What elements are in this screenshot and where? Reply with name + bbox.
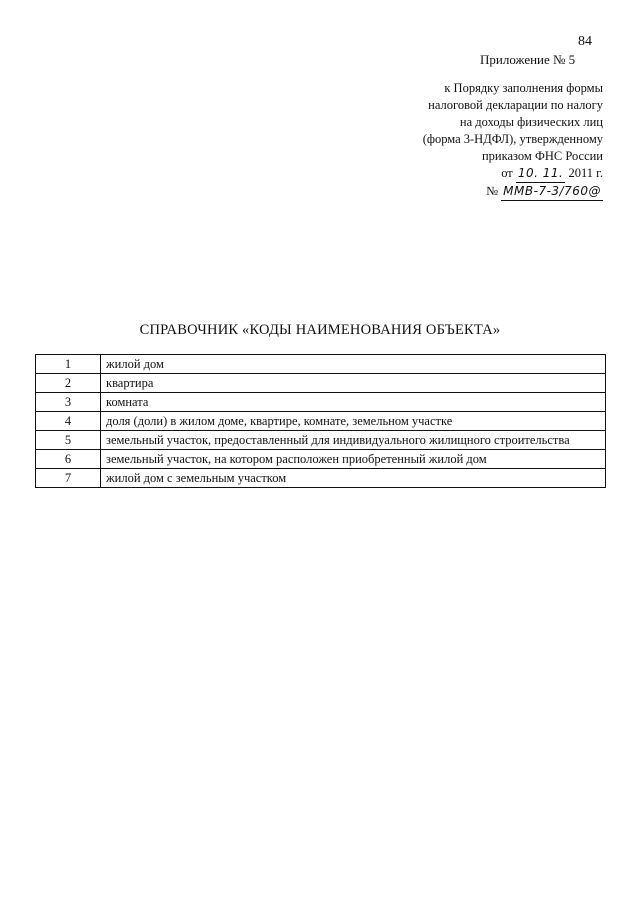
name-cell: доля (доли) в жилом доме, квартире, комнате, земельном участке [101,412,606,431]
table-row [36,469,606,488]
page-number: 84 [578,34,592,49]
number-line [363,183,603,201]
code-cell: 7 [36,469,101,488]
table-row [36,393,606,412]
name-cell: жилой дом [101,355,606,374]
table-row [36,450,606,469]
date-year: 2011 г. [568,166,603,180]
name-cell: квартира [101,374,606,393]
approval-line: (форма 3-НДФЛ), утвержденному [422,132,603,146]
table-row [36,431,606,450]
codes-table [35,354,606,488]
date-line [363,165,603,183]
code-cell: 5 [36,431,101,450]
code-cell: 4 [36,412,101,431]
name-cell: жилой дом с земельным участком [101,469,606,488]
number-prefix: № [486,184,499,198]
table-row [36,374,606,393]
code-cell: 2 [36,374,101,393]
code-cell: 1 [36,355,101,374]
code-cell: 6 [36,450,101,469]
approval-line: налоговой декларации по налогу [428,98,603,112]
code-cell: 3 [36,393,101,412]
appendix-title: Приложение № 5 [480,52,576,67]
table-row [36,412,606,431]
approval-line: приказом ФНС России [481,149,603,163]
table-row [36,355,606,374]
date-prefix: от [501,166,513,180]
name-cell: земельный участок, на котором расположен приобретенный жилой дом [101,450,606,469]
approval-block [363,80,603,201]
handwritten-order-number: ММВ-7-3/760@ [501,183,603,201]
handwritten-date: 10. 11. [516,165,565,183]
name-cell: комната [101,393,606,412]
name-cell: земельный участок, предоставленный для индивидуального жилищного строительства [101,431,606,450]
document-title: СПРАВОЧНИК «КОДЫ НАИМЕНОВАНИЯ ОБЪЕКТА» [139,322,501,338]
approval-line: к Порядку заполнения формы [444,81,603,95]
approval-line: на доходы физических лиц [459,115,603,129]
